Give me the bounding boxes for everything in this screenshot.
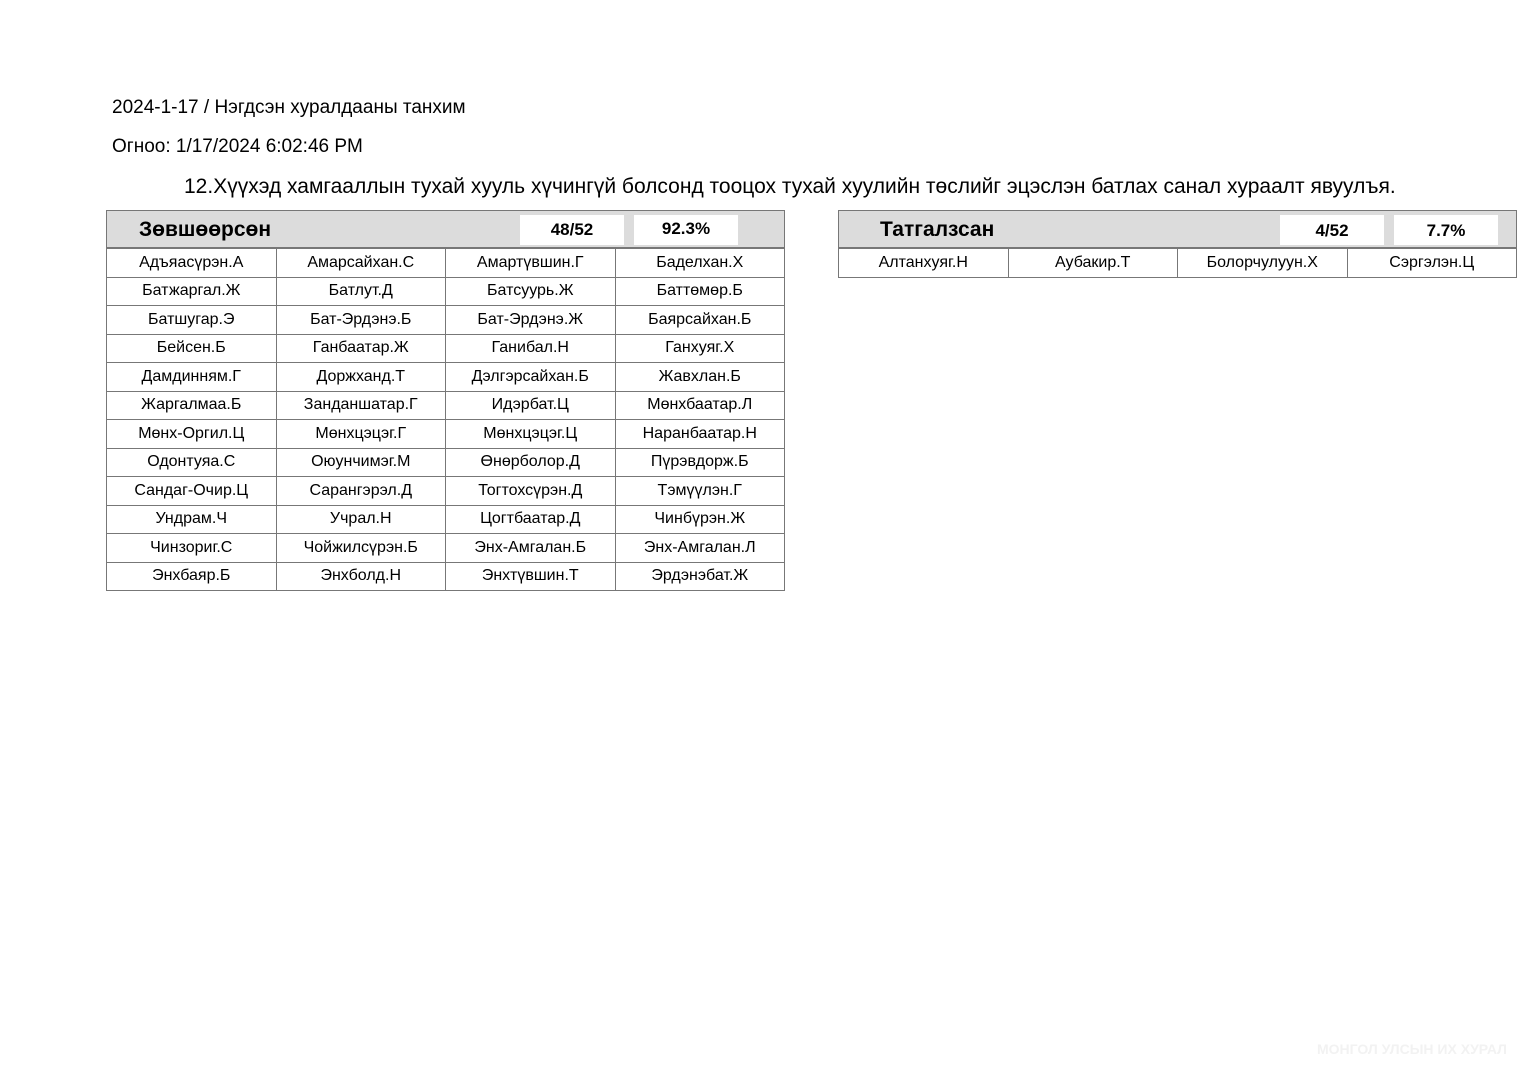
member-name-cell: Идэрбат.Ц xyxy=(446,391,616,420)
member-name-cell: Адъяасүрэн.А xyxy=(107,249,277,278)
member-name-cell: Баттөмөр.Б xyxy=(615,277,785,306)
rejected-block xyxy=(838,210,1517,278)
approved-names-table xyxy=(106,248,785,591)
member-name-cell: Энхболд.Н xyxy=(276,562,446,591)
member-name-cell: Тогтохсүрэн.Д xyxy=(446,477,616,506)
table-row xyxy=(107,534,785,563)
member-name-cell: Амарсайхан.С xyxy=(276,249,446,278)
member-name-cell: Чинзориг.С xyxy=(107,534,277,563)
member-name-cell: Бат-Эрдэнэ.Б xyxy=(276,306,446,335)
member-name-cell: Амартүвшин.Г xyxy=(446,249,616,278)
member-name-cell: Энх-Амгалан.Б xyxy=(446,534,616,563)
table-row xyxy=(107,448,785,477)
rejected-percent: 7.7% xyxy=(1394,215,1498,245)
member-name-cell: Доржханд.Т xyxy=(276,363,446,392)
member-name-cell: Болорчулуун.Х xyxy=(1178,249,1348,278)
member-name-cell: Чойжилсүрэн.Б xyxy=(276,534,446,563)
table-row xyxy=(107,420,785,449)
member-name-cell: Сарангэрэл.Д xyxy=(276,477,446,506)
member-name-cell: Батлут.Д xyxy=(276,277,446,306)
approved-block xyxy=(106,210,785,591)
table-row xyxy=(107,562,785,591)
member-name-cell: Өнөрболор.Д xyxy=(446,448,616,477)
approved-title: Зөвшөөрсөн xyxy=(139,218,272,241)
member-name-cell: Одонтуяа.С xyxy=(107,448,277,477)
table-row xyxy=(107,334,785,363)
member-name-cell: Тэмүүлэн.Г xyxy=(615,477,785,506)
motion-text: 12.Хүүхэд хамгааллын тухай хууль хүчингүй болсонд тооцох тухай хуулийн төслийг эцэслэн батлах санал хураалт явуулъя. xyxy=(184,175,1396,198)
member-name-cell: Баделхан.Х xyxy=(615,249,785,278)
member-name-cell: Баярсайхан.Б xyxy=(615,306,785,335)
member-name-cell: Батшугар.Э xyxy=(107,306,277,335)
table-row xyxy=(839,249,1517,278)
member-name-cell: Эрдэнэбат.Ж xyxy=(615,562,785,591)
table-row xyxy=(107,249,785,278)
member-name-cell: Батсуурь.Ж xyxy=(446,277,616,306)
table-row xyxy=(107,277,785,306)
rejected-title: Татгалзсан xyxy=(880,218,995,241)
member-name-cell: Энх-Амгалан.Л xyxy=(615,534,785,563)
member-name-cell: Дэлгэрсайхан.Б xyxy=(446,363,616,392)
member-name-cell: Наранбаатар.Н xyxy=(615,420,785,449)
member-name-cell: Оюунчимэг.М xyxy=(276,448,446,477)
member-name-cell: Мөнхцэцэг.Г xyxy=(276,420,446,449)
member-name-cell: Алтанхуяг.Н xyxy=(839,249,1009,278)
member-name-cell: Ганибал.Н xyxy=(446,334,616,363)
member-name-cell: Ганбаатар.Ж xyxy=(276,334,446,363)
member-name-cell: Сэргэлэн.Ц xyxy=(1347,249,1517,278)
member-name-cell: Энхбаяр.Б xyxy=(107,562,277,591)
date-line: Огноо: 1/17/2024 6:02:46 PM xyxy=(112,136,363,157)
watermark: МОНГОЛ УЛСЫН ИХ ХУРАЛ xyxy=(1316,1041,1507,1057)
member-name-cell: Дамдинням.Г xyxy=(107,363,277,392)
table-row xyxy=(107,505,785,534)
table-row xyxy=(107,391,785,420)
member-name-cell: Ундрам.Ч xyxy=(107,505,277,534)
member-name-cell: Мөнх-Оргил.Ц xyxy=(107,420,277,449)
member-name-cell: Мөнхцэцэг.Ц xyxy=(446,420,616,449)
rejected-header xyxy=(838,210,1517,248)
rejected-names-table xyxy=(838,248,1517,278)
table-row xyxy=(107,306,785,335)
member-name-cell: Мөнхбаатар.Л xyxy=(615,391,785,420)
member-name-cell: Цогтбаатар.Д xyxy=(446,505,616,534)
member-name-cell: Батжаргал.Ж xyxy=(107,277,277,306)
member-name-cell: Аубакир.Т xyxy=(1008,249,1178,278)
member-name-cell: Занданшатар.Г xyxy=(276,391,446,420)
approved-percent: 92.3% xyxy=(634,215,738,245)
member-name-cell: Пүрэвдорж.Б xyxy=(615,448,785,477)
member-name-cell: Энхтүвшин.Т xyxy=(446,562,616,591)
member-name-cell: Жавхлан.Б xyxy=(615,363,785,392)
member-name-cell: Сандаг-Очир.Ц xyxy=(107,477,277,506)
table-row xyxy=(107,477,785,506)
member-name-cell: Бат-Эрдэнэ.Ж xyxy=(446,306,616,335)
member-name-cell: Бейсен.Б xyxy=(107,334,277,363)
member-name-cell: Чинбүрэн.Ж xyxy=(615,505,785,534)
approved-header xyxy=(106,210,785,248)
member-name-cell: Жаргалмаа.Б xyxy=(107,391,277,420)
member-name-cell: Ганхуяг.Х xyxy=(615,334,785,363)
table-row xyxy=(107,363,785,392)
rejected-count: 4/52 xyxy=(1280,215,1384,245)
approved-count: 48/52 xyxy=(520,215,624,245)
member-name-cell: Учрал.Н xyxy=(276,505,446,534)
session-title: 2024-1-17 / Нэгдсэн хуралдааны танхим xyxy=(112,97,466,118)
